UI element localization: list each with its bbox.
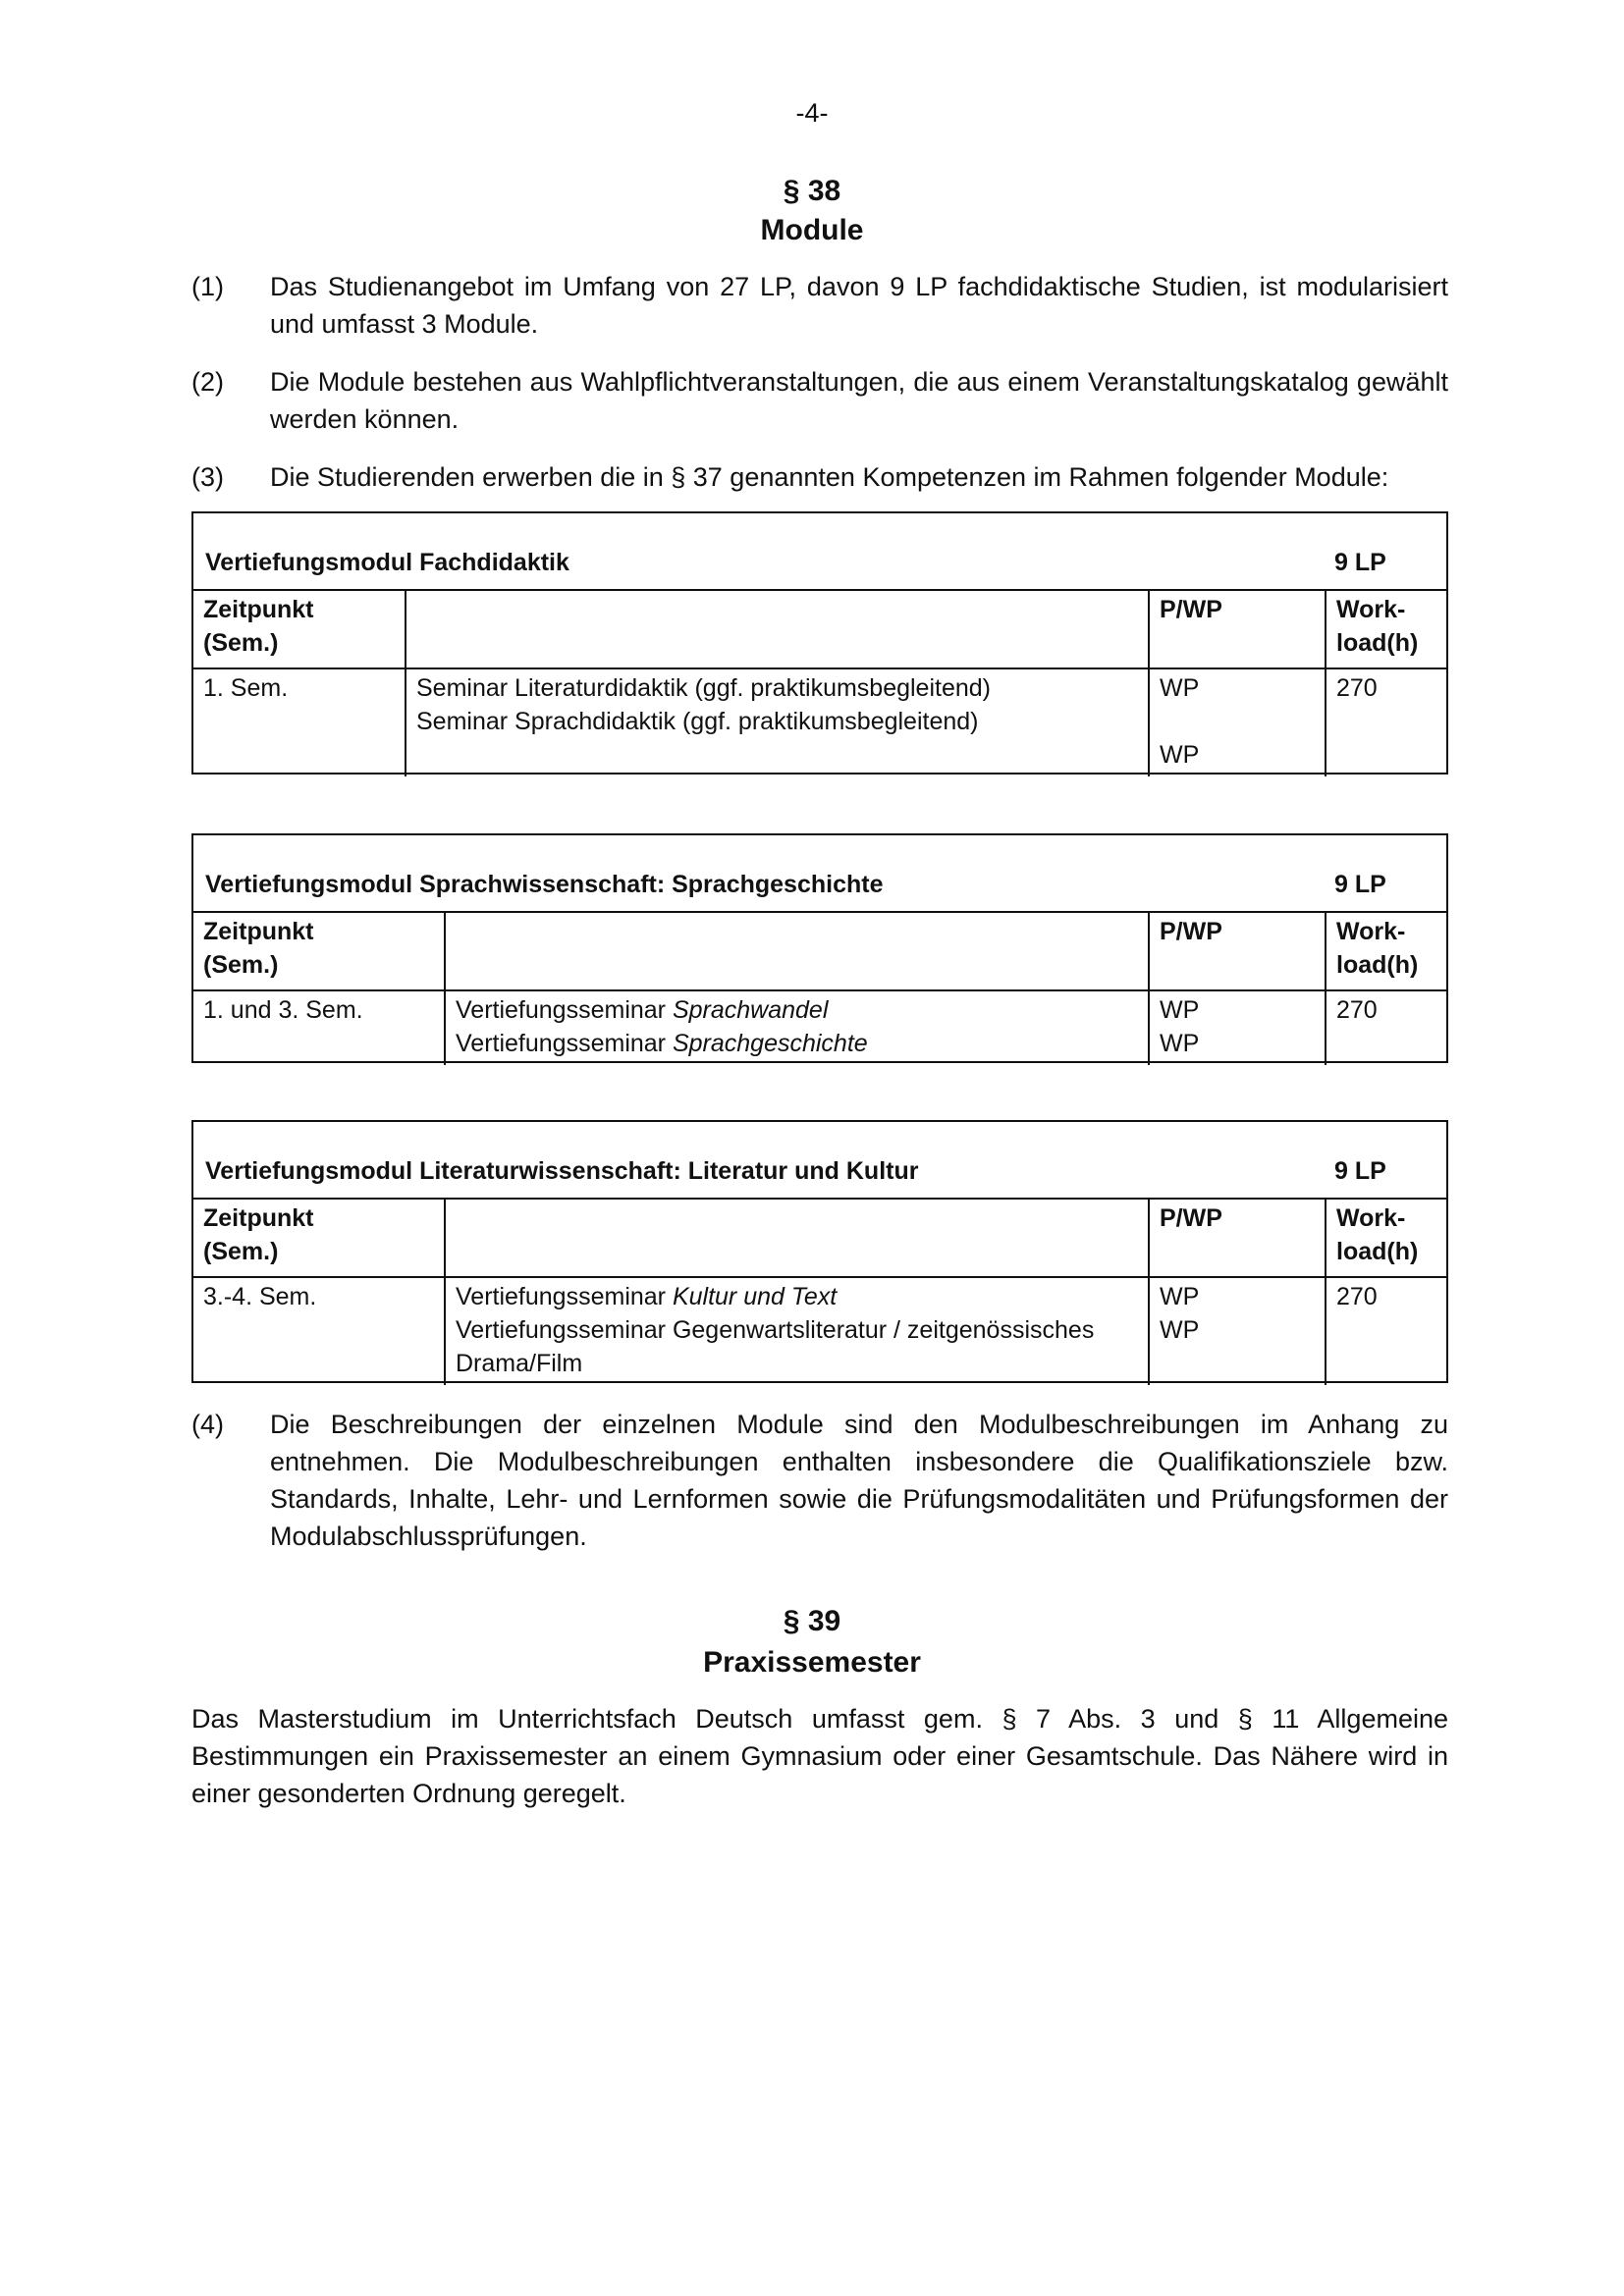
column-header-workload: Work- load(h) — [1326, 591, 1446, 668]
module-table-fachdidaktik — [191, 511, 1448, 774]
column-header-zeitpunkt: Zeitpunkt (Sem.) — [193, 913, 445, 990]
module-title: Vertiefungsmodul Sprachwissenschaft: Sprachgeschichte — [205, 871, 884, 898]
cell-courses — [406, 668, 1149, 776]
page-number: -4- — [795, 98, 829, 128]
cell-zeitpunkt: 3.-4. Sem. — [203, 1283, 317, 1310]
column-header-pwp: P/WP — [1149, 913, 1326, 990]
column-header-pwp: P/WP — [1149, 1200, 1326, 1277]
paragraph-text: Die Module bestehen aus Wahlpflichtveranstaltungen, die aus einem Veranstaltungskatalog gewählt werden können. — [270, 367, 1448, 434]
course-name: Vertiefungsseminar Sprachwandel — [456, 996, 829, 1024]
table-header-row — [193, 591, 1446, 668]
module-table-sprachwissenschaft — [191, 833, 1448, 1063]
paragraph-text: Das Studienangebot im Umfang von 27 LP, davon 9 LP fachdidaktische Studien, ist modularisiert und umfasst 3 Module. — [270, 272, 1448, 339]
cell-workload: 270 — [1326, 668, 1446, 776]
module-table — [193, 591, 1446, 776]
table-header-row — [193, 1200, 1446, 1277]
module-header — [193, 835, 1446, 913]
section-38-number: § 38 — [783, 175, 841, 207]
paragraph-text: Die Beschreibungen der einzelnen Module sind den Modulbeschreibungen im Anhang zu entnehmen. Die Modulbeschreibungen enthalten insbesondere die Qualifikationsziele bzw. Standards, Inhalte, Lehr- und Lernformen sowie die Prüfungsmodalitäten und Prüfungsformen der Modulabschlussprüfungen. — [270, 1410, 1448, 1551]
paragraph-3 — [191, 458, 1448, 496]
cell-workload: 270 — [1326, 990, 1446, 1065]
cell-zeitpunkt: 1. Sem. — [203, 674, 289, 702]
cell-courses — [445, 990, 1149, 1065]
section-39-title: Praxissemester — [703, 1646, 921, 1679]
module-title: Vertiefungsmodul Fachdidaktik — [205, 549, 569, 576]
module-credit-points: 9 LP — [1334, 549, 1386, 576]
module-table — [193, 913, 1446, 1065]
paragraph-number: (4) — [191, 1410, 224, 1439]
course-name: Seminar Literaturdidaktik (ggf. praktikumsbegleitend) — [416, 674, 991, 702]
module-title: Vertiefungsmodul Literaturwissenschaft: Literatur und Kultur — [205, 1157, 919, 1185]
section-39-number: § 39 — [783, 1605, 841, 1637]
cell-pwp: WP WP — [1149, 668, 1326, 776]
column-header-zeitpunkt: Zeitpunkt (Sem.) — [193, 1200, 445, 1277]
column-header-workload: Work- load(h) — [1326, 913, 1446, 990]
section-38-title: Module — [760, 214, 864, 246]
course-name: Vertiefungsseminar Gegenwartsliteratur / zeitgenössisches Drama/Film — [456, 1316, 1095, 1377]
column-header-workload: Work- load(h) — [1326, 1200, 1446, 1277]
table-row — [193, 668, 1446, 776]
module-credit-points: 9 LP — [1334, 871, 1386, 898]
column-header-pwp: P/WP — [1149, 591, 1326, 668]
paragraph-text: Die Studierenden erwerben die in § 37 genannten Kompetenzen im Rahmen folgender Module: — [270, 462, 1389, 492]
paragraph-number: (1) — [191, 272, 224, 301]
module-header — [193, 513, 1446, 591]
table-row — [193, 990, 1446, 1065]
paragraph-number: (2) — [191, 367, 224, 397]
course-name: Seminar Sprachdidaktik (ggf. praktikumsbegleitend) — [416, 708, 979, 735]
course-name: Vertiefungsseminar Sprachgeschichte — [456, 1030, 868, 1057]
module-table-literaturwissenschaft — [191, 1120, 1448, 1383]
paragraph-1 — [191, 268, 1448, 343]
module-table — [193, 1200, 1446, 1385]
course-name: Vertiefungsseminar Kultur und Text — [456, 1283, 838, 1310]
cell-zeitpunkt: 1. und 3. Sem. — [203, 996, 363, 1024]
cell-courses — [445, 1277, 1149, 1385]
column-header-course — [445, 1200, 1149, 1277]
column-header-course — [445, 913, 1149, 990]
paragraph-number: (3) — [191, 462, 224, 492]
module-credit-points: 9 LP — [1334, 1157, 1386, 1185]
cell-pwp: WP WP — [1149, 1277, 1326, 1385]
module-header — [193, 1122, 1446, 1200]
column-header-course — [406, 591, 1149, 668]
cell-pwp: WP WP — [1149, 990, 1326, 1065]
table-header-row — [193, 913, 1446, 990]
paragraph-4 — [191, 1406, 1448, 1555]
column-header-zeitpunkt: Zeitpunkt (Sem.) — [193, 591, 406, 668]
section-39-text: Das Masterstudium im Unterrichtsfach Deutsch umfasst gem. § 7 Abs. 3 und § 11 Allgemeine Bestimmungen ein Praxissemester an einem Gymnasium oder einer Gesamtschule. Das Nähere wird in einer gesonderten Ordnung geregelt. — [191, 1704, 1448, 1808]
paragraph-2 — [191, 363, 1448, 438]
table-row — [193, 1277, 1446, 1385]
cell-workload: 270 — [1326, 1277, 1446, 1385]
